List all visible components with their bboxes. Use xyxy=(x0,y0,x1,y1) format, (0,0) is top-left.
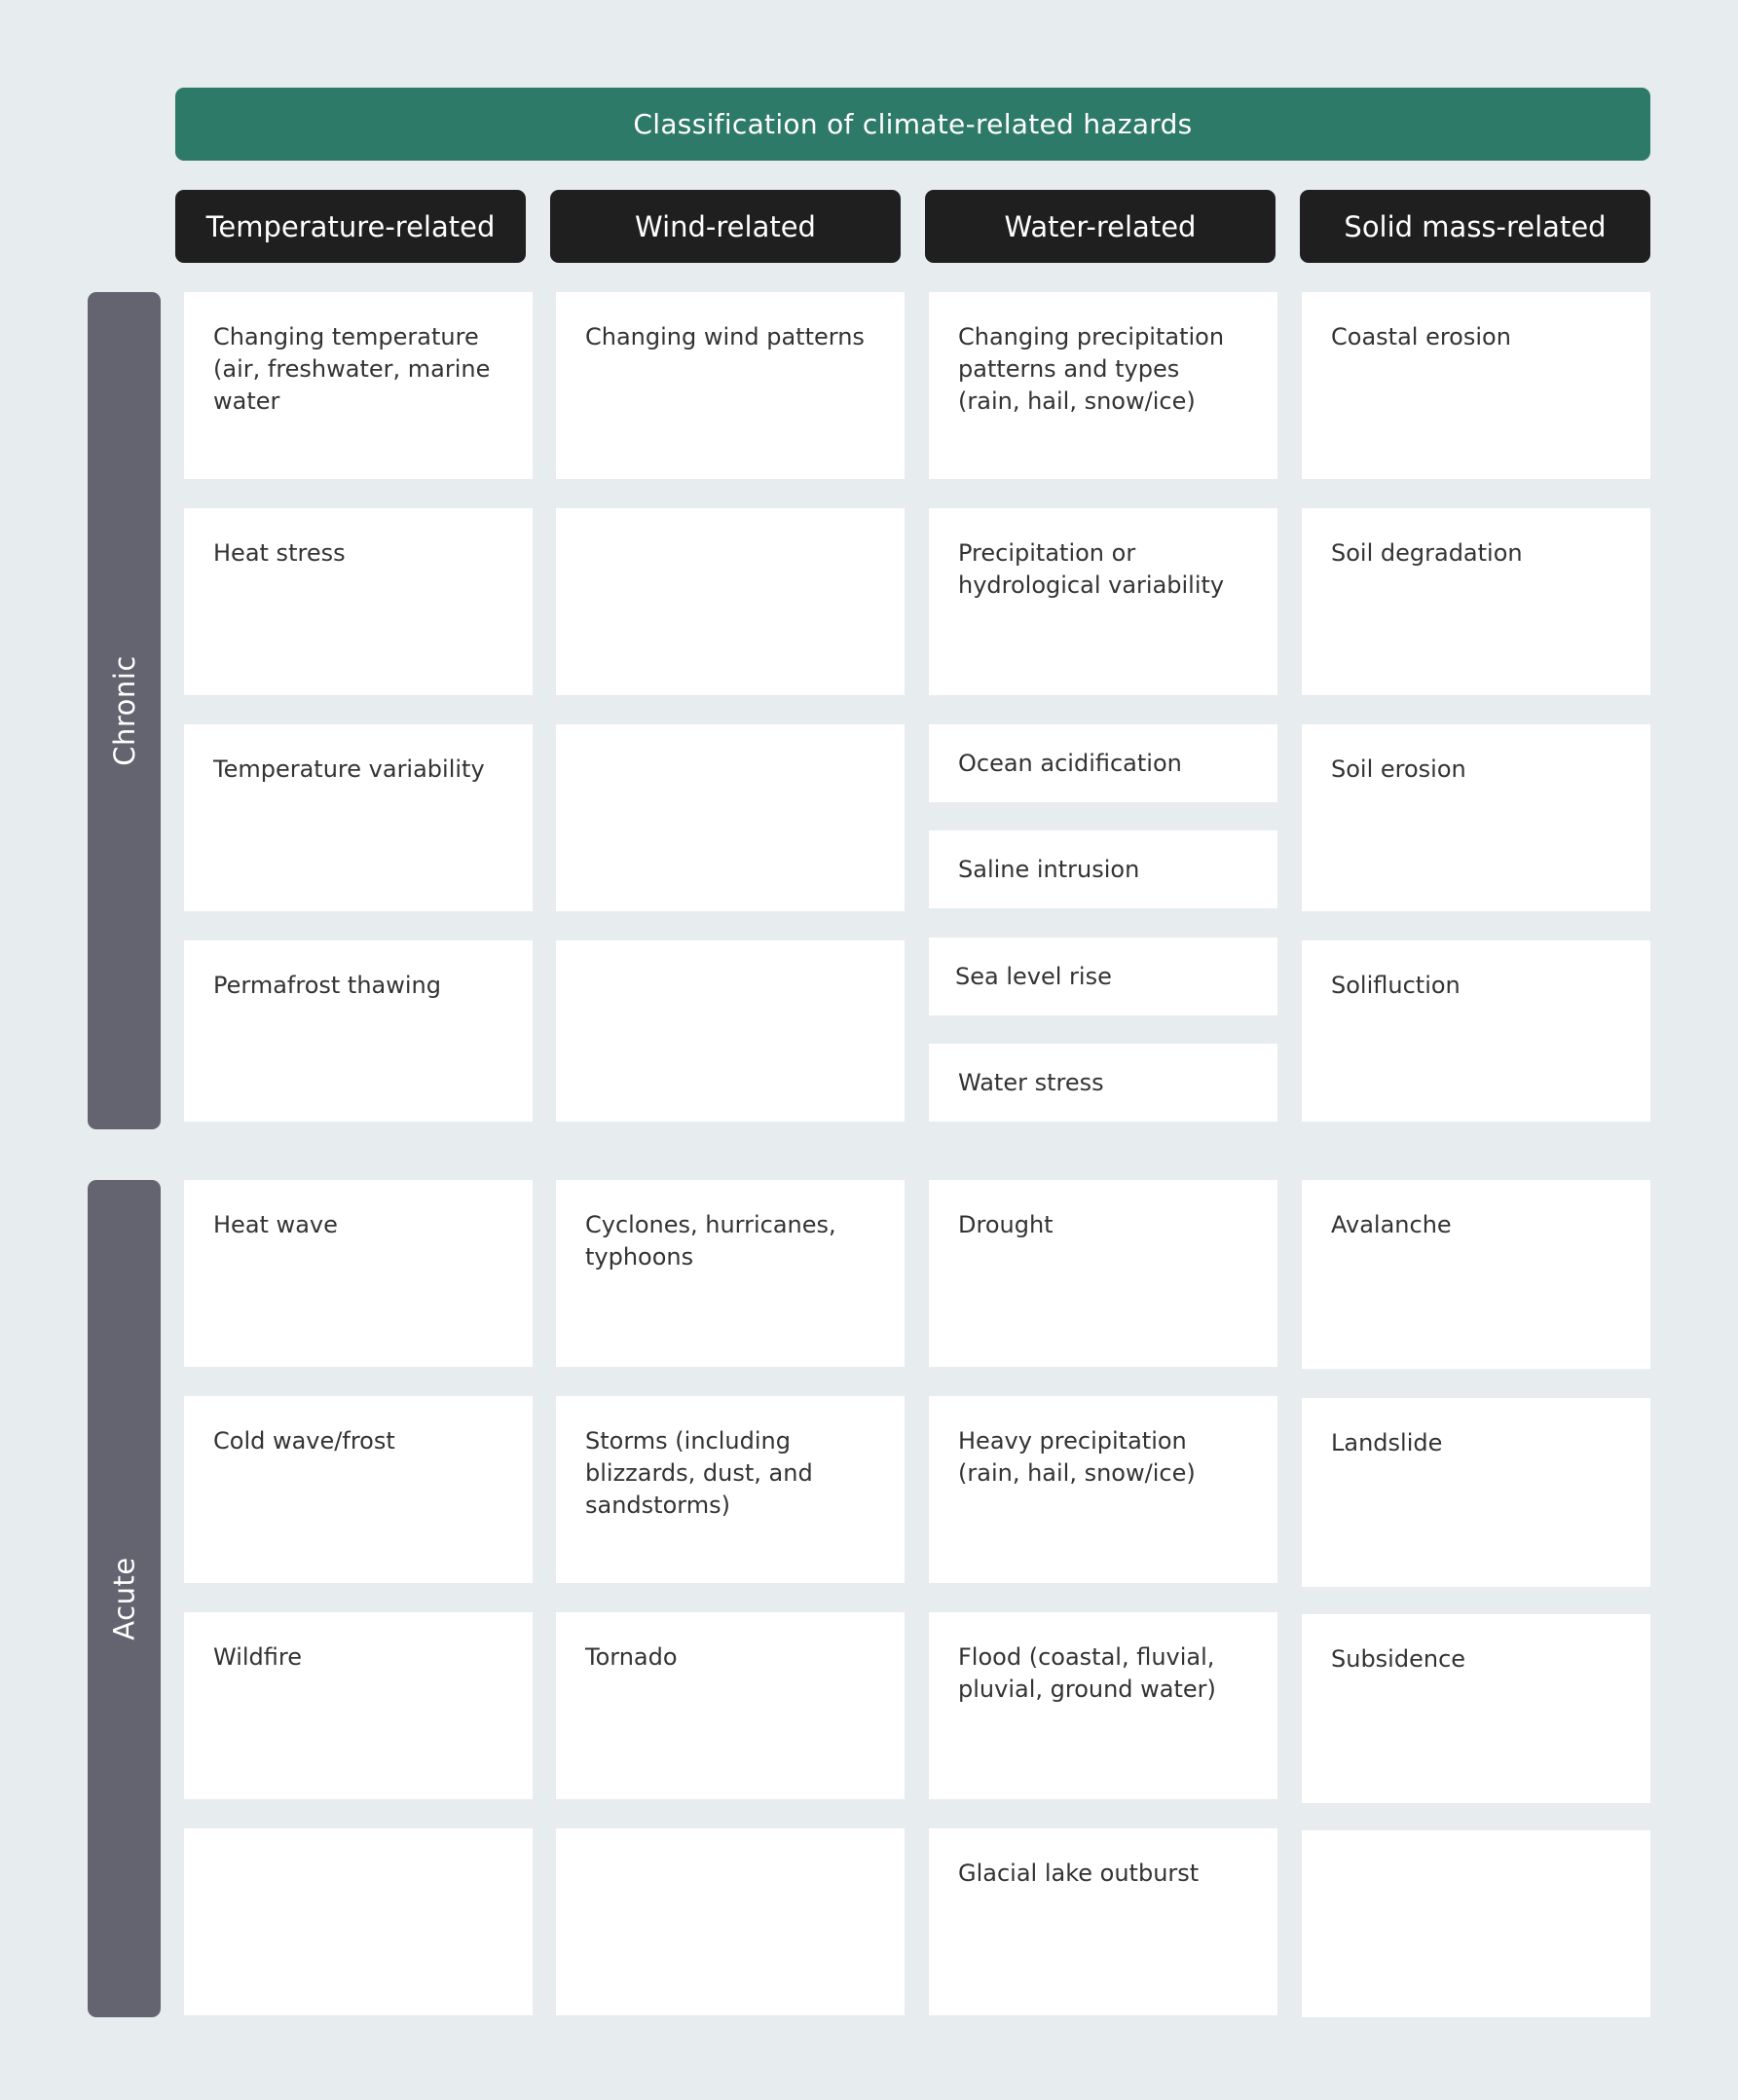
empty-cell xyxy=(556,1828,905,2015)
hazard-cell: Precipitation or hydrological variability xyxy=(929,508,1277,695)
hazard-cell: Landslide xyxy=(1302,1398,1650,1587)
hazard-cell: Subsidence xyxy=(1302,1614,1650,1803)
row-group-acute xyxy=(88,1180,161,2017)
hazard-cell: Saline intrusion xyxy=(929,830,1277,908)
empty-cell xyxy=(184,1828,533,2015)
hazard-cell: Temperature variability xyxy=(184,724,533,911)
hazard-cell: Soil degradation xyxy=(1302,508,1650,695)
empty-cell xyxy=(1302,1830,1650,2017)
hazard-cell: Flood (coastal, fluvial, pluvial, ground water) xyxy=(929,1612,1277,1799)
diagram-title-banner xyxy=(175,88,1650,161)
hazard-cell: Cyclones, hurricanes, typhoons xyxy=(556,1180,905,1367)
hazard-cell: Sea level rise xyxy=(929,938,1277,1015)
diagram-title: Classification of climate-related hazards xyxy=(633,108,1193,140)
hazard-cell: Ocean acidification xyxy=(929,724,1277,802)
empty-cell xyxy=(556,724,905,911)
hazard-cell: Drought xyxy=(929,1180,1277,1367)
hazard-cell: Tornado xyxy=(556,1612,905,1799)
hazard-cell: Water stress xyxy=(929,1044,1277,1122)
row-group-label-chronic: Chronic xyxy=(107,655,141,766)
hazard-cell: Heat wave xyxy=(184,1180,533,1367)
hazard-cell: Heat stress xyxy=(184,508,533,695)
hazard-cell: Changing wind patterns xyxy=(556,292,905,479)
hazard-cell: Coastal erosion xyxy=(1302,292,1650,479)
hazard-cell: Avalanche xyxy=(1302,1180,1650,1369)
hazard-cell: Glacial lake outburst xyxy=(929,1828,1277,2015)
hazard-cell: Soil erosion xyxy=(1302,724,1650,911)
column-header-solid-mass: Solid mass-related xyxy=(1300,190,1650,263)
empty-cell xyxy=(556,508,905,695)
row-group-chronic xyxy=(88,292,161,1129)
hazard-cell: Heavy precipitation (rain, hail, snow/ice) xyxy=(929,1396,1277,1583)
hazard-cell: Cold wave/frost xyxy=(184,1396,533,1583)
hazard-cell: Storms (including blizzards, dust, and sandstorms) xyxy=(556,1396,905,1583)
column-header-temperature: Temperature-related xyxy=(175,190,526,263)
hazard-cell: Wildfire xyxy=(184,1612,533,1799)
column-header-wind: Wind-related xyxy=(550,190,901,263)
hazard-cell: Changing precipitation patterns and types (rain, hail, snow/ice) xyxy=(929,292,1277,479)
empty-cell xyxy=(556,940,905,1122)
hazard-cell: Permafrost thawing xyxy=(184,940,533,1122)
hazard-cell: Changing temperature (air, freshwater, marine water xyxy=(184,292,533,479)
hazard-cell: Solifluction xyxy=(1302,940,1650,1122)
row-group-label-acute: Acute xyxy=(107,1557,141,1640)
column-header-water: Water-related xyxy=(925,190,1276,263)
